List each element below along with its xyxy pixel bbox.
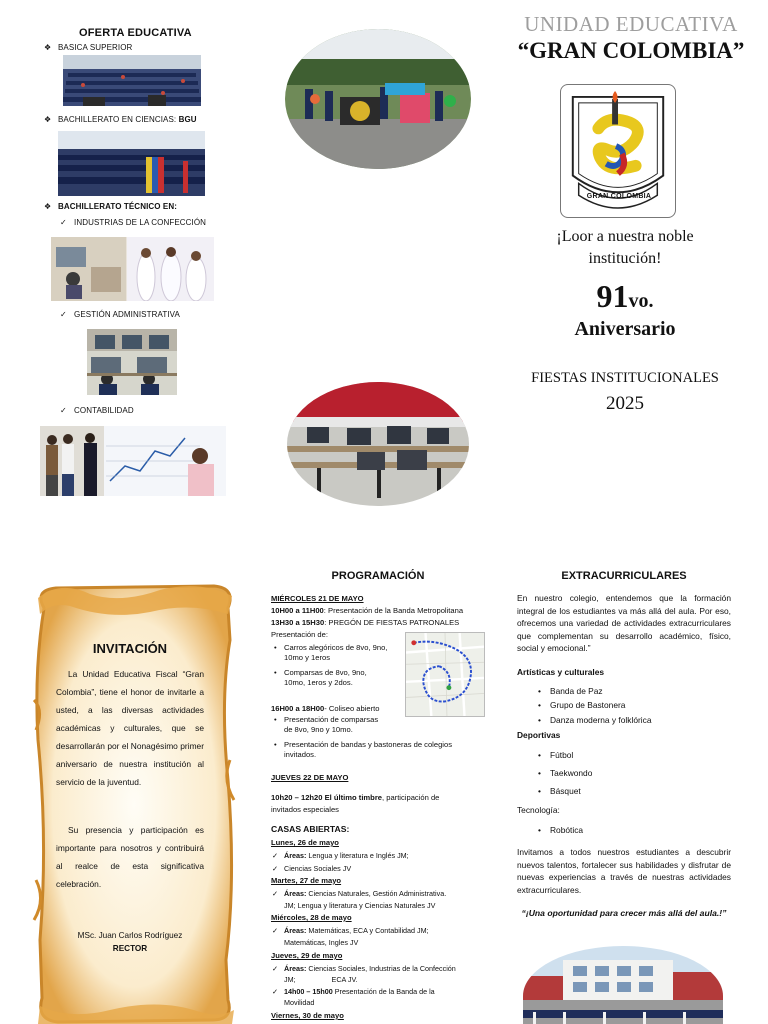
extra-category: Tecnología: xyxy=(517,805,560,815)
schedule-item: 10h20 – 12h20 El último timbre, participación de xyxy=(271,793,440,802)
signer-name: MSc. Juan Carlos Rodríguez xyxy=(77,931,183,940)
casa-item: ✓ 14h00 – 15h00 Presentación de la Banda de la xyxy=(284,987,435,997)
fiestas-title: FIESTAS INSTITUCIONALES xyxy=(531,370,719,386)
extra-activity: • Básquet xyxy=(550,786,581,796)
programacion-title: PROGRAMACIÓN xyxy=(331,570,425,582)
signer-role: RECTOR xyxy=(112,944,148,953)
photo-bachillerato-ciencias xyxy=(58,131,205,196)
casa-item-cont: Movilidad xyxy=(284,998,315,1007)
schedule-item: Presentación de: xyxy=(271,630,328,639)
crest-banner-text: GRAN COLOMBIA xyxy=(586,193,652,200)
extra-activity: • Banda de Paz xyxy=(550,686,603,696)
schedule-item: 10H00 a 11H00: Presentación de la Banda Metropolitana xyxy=(271,606,464,615)
school-crest-logo xyxy=(560,84,676,218)
casa-item-cont: JM; ECA JV. xyxy=(284,975,358,984)
schedule-item: invitados especiales xyxy=(271,805,339,814)
oferta-item-basica: ❖ BASICA SUPERIOR xyxy=(44,43,133,52)
day-heading: JUEVES 22 DE MAYO xyxy=(271,773,349,782)
extra-outro: Invitamos a todos nuestros estudiantes a descubrir nuevos talentos, fortalecer sus habilidades y disfrutar de nuevas experiencias a través de nuestras actividades extracurriculares. xyxy=(517,847,731,895)
extra-activity: • Danza moderna y folklórica xyxy=(550,715,651,725)
extra-category: Deportivas xyxy=(517,730,561,740)
schedule-bullet: • Comparsas de 8vo, 9no, 10mo, 1eros y 2dos. xyxy=(284,668,367,688)
extracurriculares-title: EXTRACURRICULARES xyxy=(561,570,687,582)
casa-item-cont: Matemáticas, Ingles JV xyxy=(284,938,359,947)
casa-item: ✓ Áreas: Lengua y literatura e Inglés JM; xyxy=(284,851,409,861)
photo-school-building xyxy=(523,946,723,1024)
invitation-paragraph-2: Su presencia y participación es importante para nosotros y contribuirá al realce de esta significativa celebración. xyxy=(56,825,204,889)
extra-category: Artísticas y culturales xyxy=(517,667,605,677)
school-name-line2: “GRAN COLOMBIA” xyxy=(517,38,745,63)
oferta-item-ciencias: ❖ BACHILLERATO EN CIENCIAS: BGU xyxy=(44,115,197,124)
extra-activity: • Fútbol xyxy=(550,750,573,760)
oferta-item-gestion: ✓ GESTIÓN ADMINISTRATIVA xyxy=(60,310,180,319)
extra-quote: “¡Una oportunidad para crecer más allá del aula.!” xyxy=(521,908,727,918)
extra-activity: • Taekwondo xyxy=(550,768,592,778)
fiestas-year: 2025 xyxy=(606,393,644,414)
schedule-bullet: • Presentación de bandas y bastoneras de colegios invitados. xyxy=(284,740,452,760)
check-icon: ✓ xyxy=(60,310,67,319)
casa-day: Lunes, 26 de mayo xyxy=(271,838,339,847)
anniversary-number: 91vo. xyxy=(596,278,654,314)
photo-contabilidad xyxy=(40,426,226,496)
invitation-paragraph-1: La Unidad Educativa Fiscal “Gran Colombia”, tiene el honor de invitarle a usted, a las diversas actividades académicas y culturales, que se desarrollarán por el Nonagésimo primer aniversario de nuestra institución al servicio de la juventud. xyxy=(56,669,204,787)
extra-intro: En nuestro colegio, entendemos que la formación integral de los estudiantes va más allá del aula. Por eso, ofrecemos una variedad de actividades extracurriculares que complementan su desarrollo académico, físico, social y emocional.” xyxy=(517,593,731,653)
casa-item: ✓ Áreas: Ciencias Sociales, Industrias de la Confección xyxy=(284,964,456,974)
oferta-item-contabilidad: ✓ CONTABILIDAD xyxy=(60,406,134,415)
photo-gestion-administrativa xyxy=(87,329,177,395)
diamond-bullet-icon: ❖ xyxy=(44,115,52,124)
casa-item: ✓ Áreas: Matemáticas, ECA y Contabilidad JM; xyxy=(284,926,429,936)
day-heading: MIÉRCOLES 21 DE MAYO xyxy=(271,594,364,603)
casas-abiertas-heading: CASAS ABIERTAS: xyxy=(271,824,350,834)
casa-day: Jueves, 29 de mayo xyxy=(271,951,343,960)
photo-laboratorio-oval xyxy=(287,382,469,506)
schedule-item: 16H00 a 18H00- Coliseo abierto xyxy=(271,704,380,713)
schedule-bullet: • Presentación de comparsas de 8vo, 9no y 10mo. xyxy=(284,715,378,735)
anniversary-word: Aniversario xyxy=(574,318,676,340)
casa-item: ✓ Ciencias Sociales JV xyxy=(284,864,351,874)
photo-confeccion xyxy=(51,237,214,301)
diamond-bullet-icon: ❖ xyxy=(44,43,52,52)
oferta-item-confeccion: ✓ INDUSTRIAS DE LA CONFECCIÓN xyxy=(60,218,207,227)
extra-activity: • Robótica xyxy=(550,825,583,835)
casa-day: Viernes, 30 de mayo xyxy=(271,1011,344,1020)
oferta-title: OFERTA EDUCATIVA xyxy=(79,27,192,39)
casa-item: ✓ Áreas: Ciencias Naturales, Gestión Administrativa. xyxy=(284,889,446,899)
casa-day: Martes, 27 de mayo xyxy=(271,876,342,885)
diamond-bullet-icon: ❖ xyxy=(44,202,52,211)
parade-route-map xyxy=(405,632,485,717)
casa-day: Miércoles, 28 de mayo xyxy=(271,913,352,922)
schedule-bullet: • Carros alegóricos de 8vo, 9no, 10mo y 1eros xyxy=(284,643,387,663)
school-name-line1: UNIDAD EDUCATIVA xyxy=(524,12,738,36)
photo-desfile-oval xyxy=(285,29,471,169)
oferta-item-tecnico: ❖ BACHILLERATO TÉCNICO EN: xyxy=(44,202,177,211)
photo-basica-superior xyxy=(63,55,201,106)
check-icon: ✓ xyxy=(60,406,67,415)
slogan: ¡Loor a nuestra noble institución! xyxy=(556,228,694,267)
anniversary-suffix: vo. xyxy=(628,290,654,312)
invitation-title: INVITACIÓN xyxy=(92,641,168,656)
extra-activity: • Grupo de Bastonera xyxy=(550,700,625,710)
casa-item-cont: JM; Lengua y literatura y Ciencias Naturales JV xyxy=(284,901,436,910)
schedule-item: 13H30 a 15H30: PREGÓN DE FIESTAS PATRONALES xyxy=(271,618,460,627)
check-icon: ✓ xyxy=(60,218,67,227)
